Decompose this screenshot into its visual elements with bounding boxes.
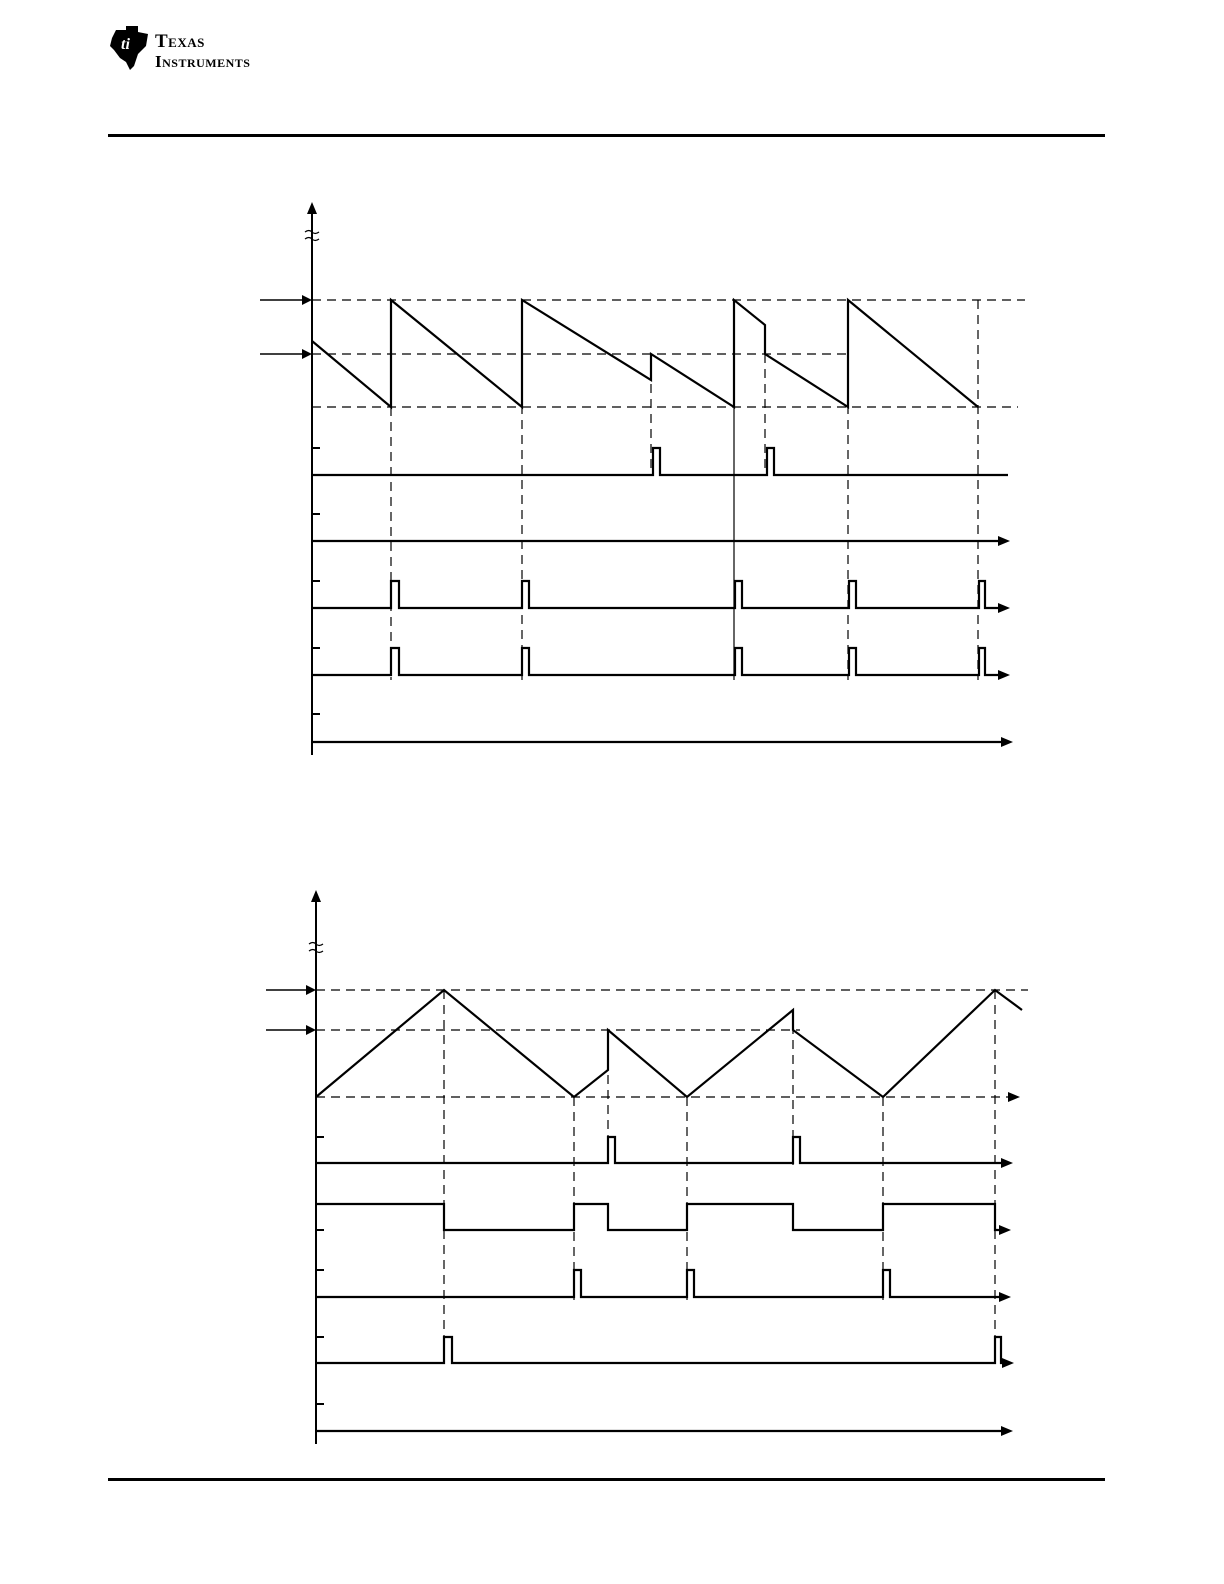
pulse-trace-3 [312,648,1010,680]
axis-trace [316,1426,1013,1436]
reference-lines [316,990,1028,1365]
logo-text-line1: Texas [155,31,205,52]
axis-trace-2 [312,737,1013,747]
sawtooth-timing-diagram [0,190,1224,770]
pulse-trace-2 [316,1270,1011,1302]
threshold-markers [266,985,316,1035]
svg-text:ti: ti [121,36,130,53]
vertical-axis [305,202,319,755]
vertical-axis [309,890,323,1444]
ti-logo-icon [108,24,154,72]
logo-text-line2: Instruments [155,52,251,71]
pulse-trace-2 [312,581,1010,613]
header [108,22,308,74]
pulse-trace-1 [312,448,1008,475]
header-rule [108,134,1105,137]
footer-rule [108,1478,1105,1481]
reference-arrow [1008,1092,1020,1102]
triangle-waveform [316,990,1022,1097]
threshold-markers [260,295,312,359]
square-trace [316,1204,1011,1235]
triangle-timing-diagram [0,880,1224,1450]
pulse-trace-3 [316,1337,1014,1368]
axis-trace-1 [312,536,1010,546]
pulse-trace-1 [316,1137,1013,1168]
